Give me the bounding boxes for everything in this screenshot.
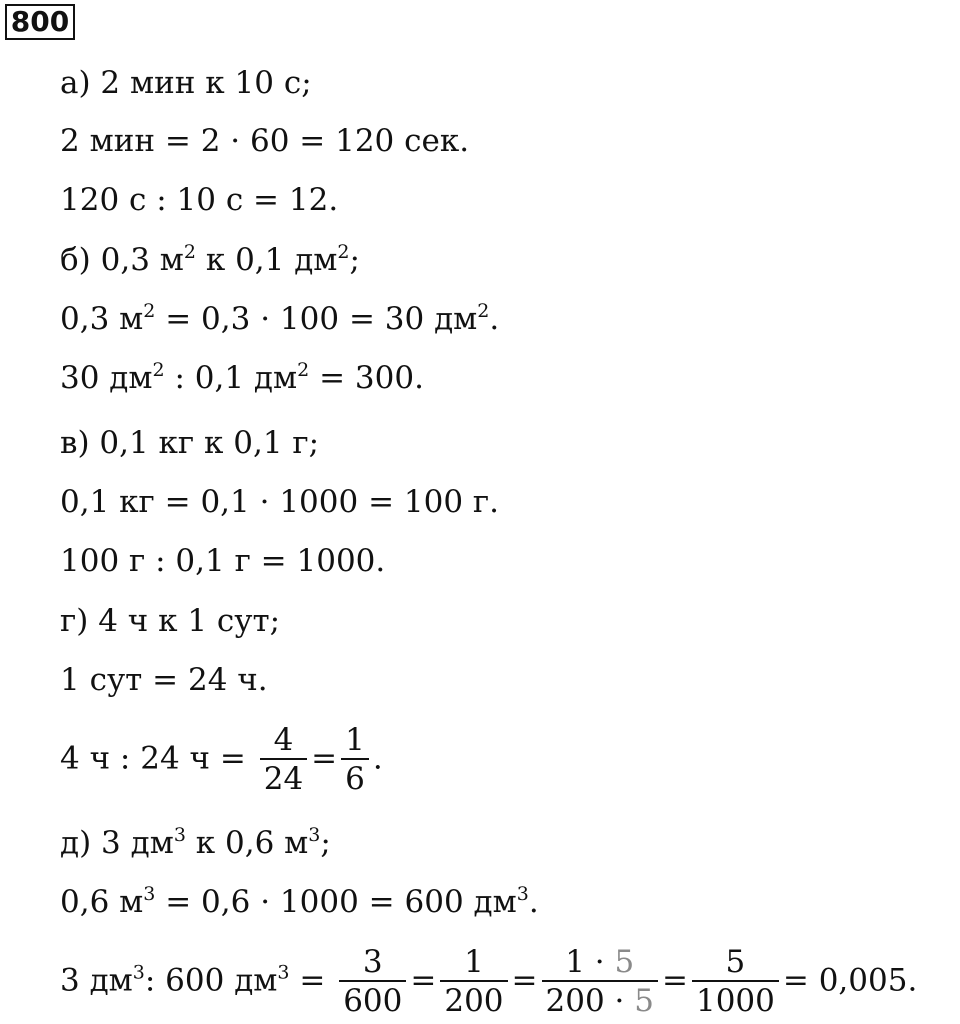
text-segment: 0,6 м	[60, 884, 144, 920]
exponent: 3	[277, 961, 290, 984]
multiplier-highlight: 5	[614, 944, 635, 980]
part-a-result: 120 с : 10 с = 12.	[60, 182, 339, 218]
exponent: 3	[132, 961, 145, 984]
equals-sign: =	[311, 740, 338, 777]
denominator: 1000	[692, 980, 779, 1020]
text-segment: = 0,6 · 1000 = 600 дм	[155, 884, 517, 920]
text-segment: ;	[320, 825, 331, 861]
text-segment: 1 ·	[565, 944, 615, 980]
fraction	[542, 944, 658, 1020]
text-segment: = 0,005.	[782, 962, 918, 999]
text-segment: 30 дм	[60, 360, 153, 396]
part-b-result	[60, 358, 424, 398]
exponent: 3	[143, 883, 156, 905]
exponent: 3	[516, 883, 529, 905]
multiplier-highlight: 5	[634, 983, 654, 1019]
exponent: 2	[337, 241, 350, 263]
part-c-conversion: 0,1 кг = 0,1 · 1000 = 100 г.	[60, 484, 500, 520]
exponent: 3	[173, 824, 186, 846]
numerator: 1	[464, 944, 484, 980]
part-c-heading: в) 0,1 кг к 0,1 г;	[60, 425, 320, 461]
text-segment: 0,3 м	[60, 301, 144, 337]
numerator: 3	[362, 944, 383, 980]
equals-sign: =	[511, 962, 538, 999]
text-segment: ;	[349, 242, 360, 278]
text-segment: д) 3 дм	[60, 825, 174, 861]
exponent: 2	[297, 359, 310, 381]
problem-number-badge: 800	[5, 4, 75, 40]
text-segment: .	[528, 884, 539, 920]
part-e-result	[60, 944, 917, 1020]
text-segment: .	[489, 301, 500, 337]
text-segment: = 300.	[309, 360, 424, 396]
part-a-conversion: 2 мин = 2 · 60 = 120 сек.	[60, 123, 470, 159]
equals-sign: =	[410, 962, 437, 999]
part-c-result: 100 г : 0,1 г = 1000.	[60, 543, 386, 579]
text-segment: 200 ·	[545, 983, 635, 1019]
fraction	[260, 722, 307, 798]
fraction	[692, 944, 779, 1020]
text-segment: = 0,3 · 100 = 30 дм	[155, 301, 478, 337]
numerator: 4	[273, 722, 294, 758]
fraction	[440, 944, 507, 1020]
exponent: 3	[308, 824, 321, 846]
text-segment: к 0,6 м	[185, 825, 309, 861]
text-segment: к 0,1 дм	[195, 242, 338, 278]
fraction	[339, 944, 406, 1020]
text-segment: : 0,1 дм	[164, 360, 298, 396]
part-b-conversion	[60, 299, 499, 339]
numerator: 1	[345, 722, 365, 758]
exponent: 2	[152, 359, 165, 381]
text-segment: б) 0,3 м	[60, 242, 184, 278]
fraction	[341, 722, 369, 798]
part-b-heading	[60, 240, 360, 280]
denominator: 600	[339, 980, 406, 1020]
exponent: 2	[143, 300, 156, 322]
equals-sign: =	[289, 962, 326, 999]
exponent: 2	[477, 300, 490, 322]
denominator: 6	[341, 758, 369, 798]
text-segment: 3 дм	[60, 962, 133, 999]
denominator: 24	[260, 758, 307, 798]
part-e-heading	[60, 823, 331, 863]
text-segment: 4 ч : 24 ч =	[60, 740, 246, 777]
part-d-result	[60, 722, 383, 798]
denominator: 200	[440, 980, 507, 1020]
equals-sign: =	[661, 962, 688, 999]
part-e-conversion	[60, 882, 539, 922]
part-d-conversion: 1 сут = 24 ч.	[60, 662, 268, 698]
part-a-heading: а) 2 мин к 10 с;	[60, 65, 312, 101]
exponent: 2	[183, 241, 196, 263]
text-segment: : 600 дм	[144, 962, 278, 999]
numerator: 5	[725, 944, 746, 980]
numerator	[542, 944, 658, 980]
denominator	[542, 980, 658, 1020]
text-segment: .	[372, 740, 383, 777]
part-d-heading: г) 4 ч к 1 сут;	[60, 603, 281, 639]
